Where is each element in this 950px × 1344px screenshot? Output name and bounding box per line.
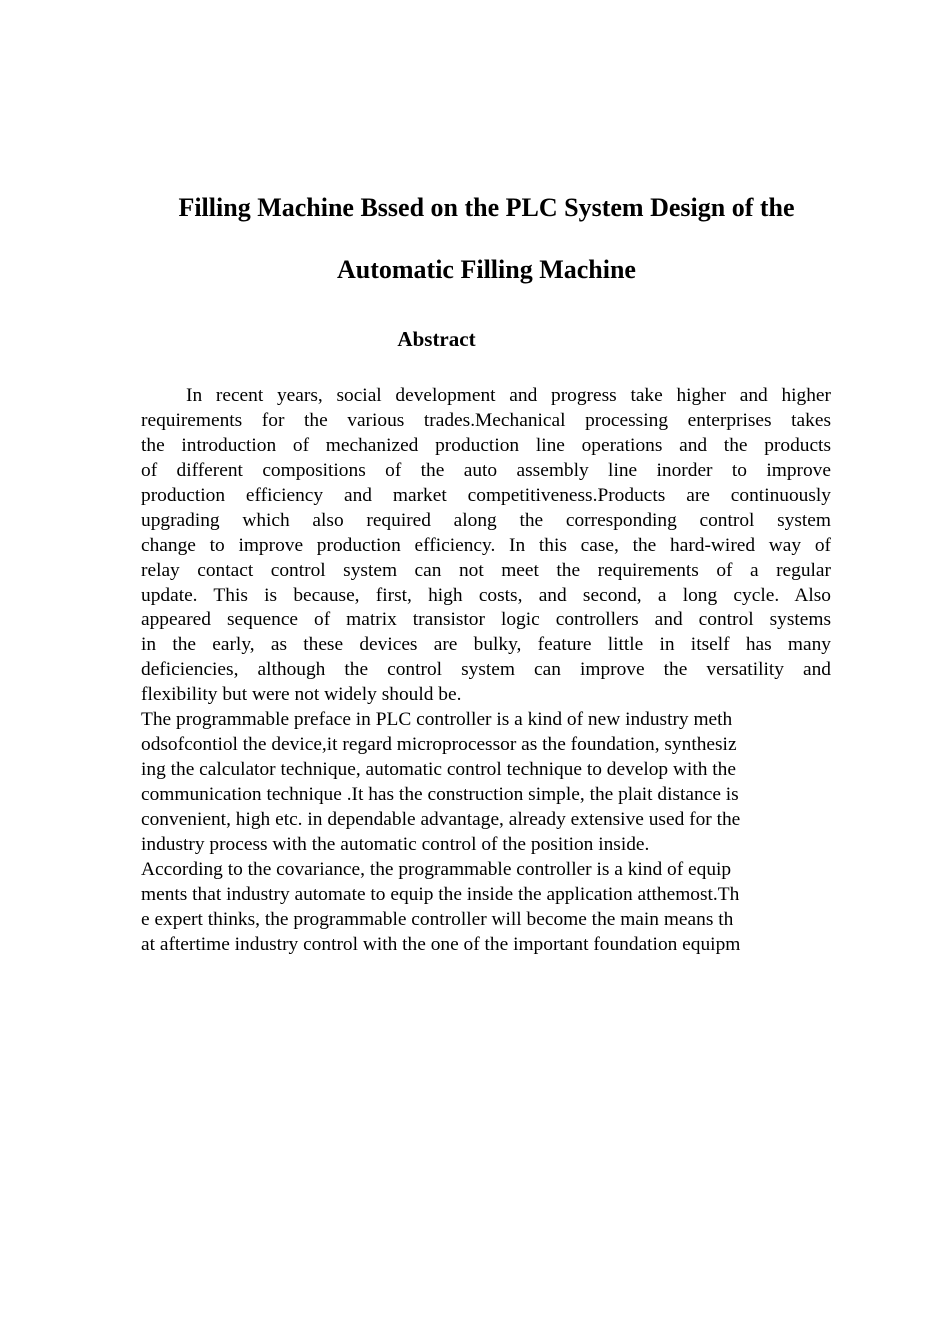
paragraph-1-line: of different compositions of the auto assembly line inorder to improve (141, 459, 831, 481)
paragraph-1-line: in the early, as these devices are bulky, feature little in itself has many (141, 634, 831, 656)
paragraph-1-line: production efficiency and market competitiveness.Products are continuously (141, 484, 831, 506)
abstract-heading: Abstract (397, 327, 476, 351)
paragraph-2-line: odsofcontiol the device,it regard microprocessor as the foundation, synthesiz (141, 734, 737, 756)
paragraph-2-line: industry process with the automatic control of the position inside. (141, 833, 650, 855)
document-title-line-1: Filling Machine Bssed on the PLC System Design of the (178, 193, 795, 222)
paragraph-1-line: requirements for the various trades.Mechanical processing enterprises takes (141, 409, 831, 431)
paragraph-3-line: at aftertime industry control with the one of the important foundation equipm (141, 933, 741, 955)
paragraph-1-line: relay contact control system can not meet the requirements of a regular (141, 559, 831, 581)
paragraph-1-line: the introduction of mechanized production line operations and the products (141, 434, 831, 456)
paragraph-3-line: ments that industry automate to equip the inside the application atthemost.Th (141, 883, 740, 905)
paragraph-1-line: deficiencies, although the control system can improve the versatility and (141, 659, 831, 681)
paragraph-3-line: e expert thinks, the programmable controller will become the main means th (141, 908, 734, 930)
paragraph-3-line: According to the covariance, the programmable controller is a kind of equip (141, 858, 732, 880)
paragraph-2-line: The programmable preface in PLC controller is a kind of new industry meth (141, 709, 733, 731)
paragraph-1-line: appeared sequence of matrix transistor logic controllers and control systems (141, 609, 831, 631)
paragraph-2-line: ing the calculator technique, automatic control technique to develop with the (141, 759, 736, 781)
paragraph-1-line: upgrading which also required along the corresponding control system (141, 509, 831, 531)
paragraph-2-line: communication technique .It has the construction simple, the plait distance is (141, 784, 739, 805)
abstract-body (141, 384, 831, 958)
paragraph-1-line: flexibility but were not widely should be. (141, 684, 462, 706)
paragraph-1-line: change to improve production efficiency. In this case, the hard-wired way of (141, 534, 831, 556)
paragraph-2-line: convenient, high etc. in dependable advantage, already extensive used for the (141, 808, 741, 830)
paragraph-1-line: update. This is because, first, high costs, and second, a long cycle. Also (141, 584, 831, 606)
document-title-line-2: Automatic Filling Machine (337, 255, 636, 284)
paragraph-1-line: In recent years, social development and progress take higher and higher (186, 385, 831, 406)
